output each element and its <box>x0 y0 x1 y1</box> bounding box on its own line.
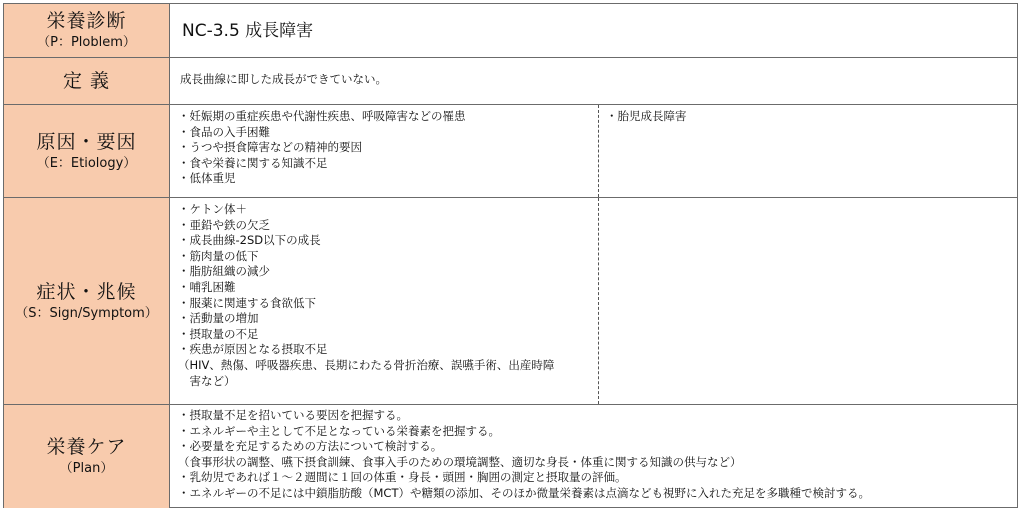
row-diagnosis <box>4 4 1017 58</box>
list-item: ・妊娠期の重症疾患や代謝性疾患、呼吸障害などの罹患 <box>178 109 466 123</box>
dashed-divider <box>598 198 599 404</box>
diagnosis-body <box>170 4 1017 57</box>
row-etiology <box>4 105 1017 198</box>
symptom-left-list <box>170 198 598 404</box>
list-item: ・服薬に関連する食欲低下 <box>178 295 316 310</box>
list-item: ・脂肪組織の減少 <box>178 264 270 279</box>
list-item: ・哺乳困難 <box>178 279 236 294</box>
diagnosis-subheading: （P：Ploblem） <box>37 35 136 50</box>
list-item: ・食や栄養に関する知識不足 <box>178 155 328 170</box>
list-item: ・乳幼児であれば１～２週間に１回の体重・身長・頭囲・胸囲の測定と摂取量の評価。 <box>178 470 627 485</box>
etiology-right-list <box>598 105 1017 197</box>
etiology-header <box>4 105 170 197</box>
etiology-heading: 原因・要因 <box>36 130 137 153</box>
row-symptom <box>4 198 1017 405</box>
list-item: ・摂取量の不足 <box>178 326 259 341</box>
symptom-body <box>170 198 1017 404</box>
list-item: ・うつや摂食障害などの精神的要因 <box>178 140 362 155</box>
list-item: ・摂取量不足を招いている要因を把握する。 <box>178 408 408 422</box>
etiology-left-list <box>170 105 598 197</box>
definition-heading: 定 義 <box>62 70 111 92</box>
list-item: ・低体重児 <box>178 171 236 186</box>
list-item: ・亜鉛や鉄の欠乏 <box>178 217 270 232</box>
list-item: ・食品の入手困難 <box>178 124 270 139</box>
list-item: ・筋肉量の低下 <box>178 248 259 263</box>
list-item: ・ケトン体＋ <box>178 202 247 216</box>
list-item: 害など） <box>178 373 236 388</box>
definition-body <box>170 58 1017 104</box>
list-item: ・活動量の増加 <box>178 311 259 326</box>
row-plan <box>4 405 1017 508</box>
list-item: （食事形状の調整、嚥下摂食訓練、食事入手のための環境調整、適切な身長・体重に関する知識の供与など） <box>178 454 742 469</box>
list-item: ・疾患が原因となる摂取不足 <box>178 342 328 357</box>
row-definition <box>4 58 1017 105</box>
plan-header <box>4 405 170 508</box>
symptom-right-list <box>598 198 1017 404</box>
plan-list <box>170 405 1017 508</box>
plan-body <box>170 405 1017 508</box>
definition-header <box>4 58 170 104</box>
diagnosis-heading: 栄養診断 <box>46 10 127 32</box>
plan-heading: 栄養ケア <box>46 436 127 458</box>
symptom-heading: 症状・兆候 <box>36 280 137 303</box>
nutrition-diagnosis-table <box>3 3 1018 508</box>
diagnosis-title: NC-3.5 成長障害 <box>182 21 314 41</box>
symptom-subheading: （S：Sign/Symptom） <box>15 305 158 321</box>
symptom-header <box>4 198 170 404</box>
dashed-divider <box>598 105 599 197</box>
plan-subheading: （Plan） <box>59 461 114 476</box>
definition-text: 成長曲線に即した成長ができていない。 <box>180 72 387 86</box>
list-item: （HIV、熱傷、呼吸器疾患、長期にわたる骨折治療、誤嚥手術、出産時障 <box>178 357 555 372</box>
list-item: ・必要量を充足するための方法について検討する。 <box>178 439 443 454</box>
list-item: ・胎児成長障害 <box>606 109 687 123</box>
diagnosis-header <box>4 4 170 57</box>
etiology-subheading: （E：Etiology） <box>36 155 137 171</box>
list-item: ・成長曲線-2SD以下の成長 <box>178 233 321 248</box>
etiology-body <box>170 105 1017 197</box>
list-item: ・エネルギーや主として不足となっている栄養素を把握する。 <box>178 423 500 438</box>
list-item: ・エネルギーの不足には中鎖脂肪酸（MCT）や糖類の添加、そのほか微量栄養素は点滴なども視野に入れた充足を多職種で検討する。 <box>178 485 870 500</box>
